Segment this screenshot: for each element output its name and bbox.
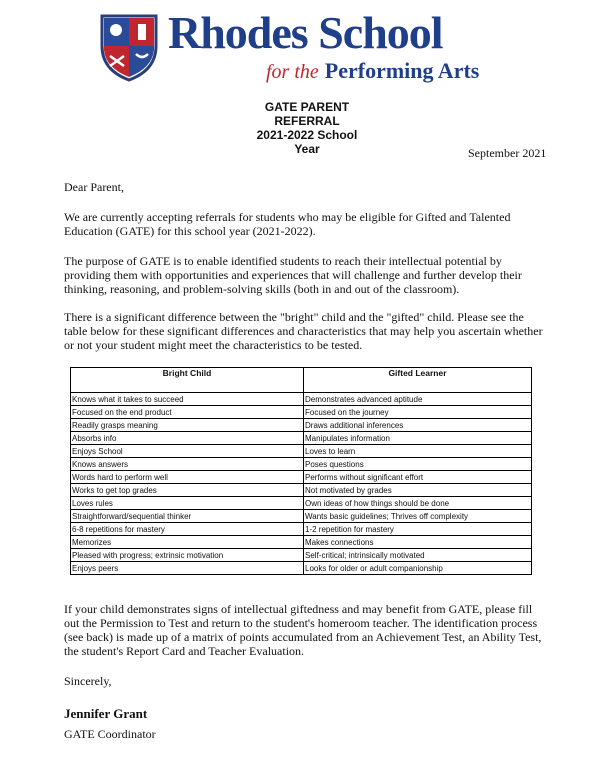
- gifted-cell: Not motivated by grades: [304, 484, 532, 497]
- table-header-row: [71, 368, 532, 393]
- school-logo: [98, 8, 518, 88]
- gifted-cell: Makes connections: [304, 536, 532, 549]
- bright-cell: Enjoys peers: [71, 562, 304, 575]
- table-row: [71, 510, 532, 523]
- gifted-cell: Manipulates information: [304, 432, 532, 445]
- school-tagline: [266, 58, 479, 84]
- comparison-table: [70, 367, 532, 575]
- bright-cell: Enjoys School: [71, 445, 304, 458]
- salutation: Dear Parent,: [64, 180, 124, 194]
- bright-cell: Knows what it takes to succeed: [71, 393, 304, 406]
- table-row: [71, 523, 532, 536]
- school-crest-icon: [98, 10, 160, 82]
- title-line-3: 2021-2022 School: [256, 128, 358, 142]
- gifted-cell: Self-critical; intrinsically motivated: [304, 549, 532, 562]
- bright-cell: Memorizes: [71, 536, 304, 549]
- bright-cell: Focused on the end product: [71, 406, 304, 419]
- table-row: [71, 432, 532, 445]
- gifted-cell: Draws additional inferences: [304, 419, 532, 432]
- header-bright-child: Bright Child: [71, 368, 304, 393]
- paragraph-difference: There is a significant difference between the "bright" child and the "gifted" child. Please see the table below for these significant differences and characteristics that may help you ascertain whether or not your student might meet the characteristics to be tested.: [64, 310, 543, 352]
- tagline-for: for the: [266, 61, 319, 83]
- bright-cell: 6-8 repetitions for mastery: [71, 523, 304, 536]
- document-title: [232, 100, 382, 156]
- signature-name: Jennifer Grant: [64, 706, 148, 721]
- letter-date: September 2021: [468, 146, 547, 160]
- table-row: [71, 471, 532, 484]
- bright-cell: Works to get top grades: [71, 484, 304, 497]
- closing: Sincerely,: [64, 674, 112, 688]
- paragraph-purpose: The purpose of GATE is to enable identified students to reach their intellectual potential by providing them with opportunities and experiences that will challenge and further develop their thinking, reasoning, and problem-solving skills (both in and out of the classroom).: [64, 254, 522, 296]
- table-row: [71, 549, 532, 562]
- signature-title: GATE Coordinator: [64, 727, 156, 741]
- title-line-4: Year: [294, 142, 320, 156]
- gifted-cell: Demonstrates advanced aptitude: [304, 393, 532, 406]
- table-row: [71, 562, 532, 575]
- gifted-cell: Looks for older or adult companionship: [304, 562, 532, 575]
- gifted-cell: Loves to learn: [304, 445, 532, 458]
- bright-cell: Loves rules: [71, 497, 304, 510]
- table-row: [71, 536, 532, 549]
- bright-cell: Straightforward/sequential thinker: [71, 510, 304, 523]
- gifted-cell: Wants basic guidelines; Thrives off complexity: [304, 510, 532, 523]
- gifted-cell: Own ideas of how things should be done: [304, 497, 532, 510]
- bright-cell: Pleased with progress; extrinsic motivation: [71, 549, 304, 562]
- bright-cell: Knows answers: [71, 458, 304, 471]
- bright-cell: Words hard to perform well: [71, 471, 304, 484]
- paragraph-next-steps: If your child demonstrates signs of intellectual giftedness and may benefit from GATE, please fill out the Permission to Test and return to the student's homeroom teacher. The identification process (see back) is made up of a matrix of points accumulated from an Achievement Test, an Ability Test, the student's Report Card and Teacher Evaluation.: [64, 602, 542, 658]
- gifted-cell: Performs without significant effort: [304, 471, 532, 484]
- table-row: [71, 497, 532, 510]
- table-row: [71, 419, 532, 432]
- tagline-performing-arts: Performing Arts: [324, 58, 480, 83]
- table-row: [71, 406, 532, 419]
- bright-cell: Absorbs info: [71, 432, 304, 445]
- table-row: [71, 393, 532, 406]
- header-gifted-learner: Gifted Learner: [304, 368, 532, 393]
- paragraph-intro: We are currently accepting referrals for students who may be eligible for Gifted and Talented Education (GATE) for this school year (2021-2022).: [64, 210, 511, 238]
- gifted-cell: 1-2 repetition for mastery: [304, 523, 532, 536]
- table-row: [71, 484, 532, 497]
- bright-cell: Readily grasps meaning: [71, 419, 304, 432]
- title-line-1: GATE PARENT: [264, 100, 350, 114]
- table-row: [71, 445, 532, 458]
- gifted-cell: Poses questions: [304, 458, 532, 471]
- title-line-2: REFERRAL: [274, 114, 340, 128]
- school-name: Rhodes School: [168, 7, 443, 58]
- table-row: [71, 458, 532, 471]
- gifted-cell: Focused on the journey: [304, 406, 532, 419]
